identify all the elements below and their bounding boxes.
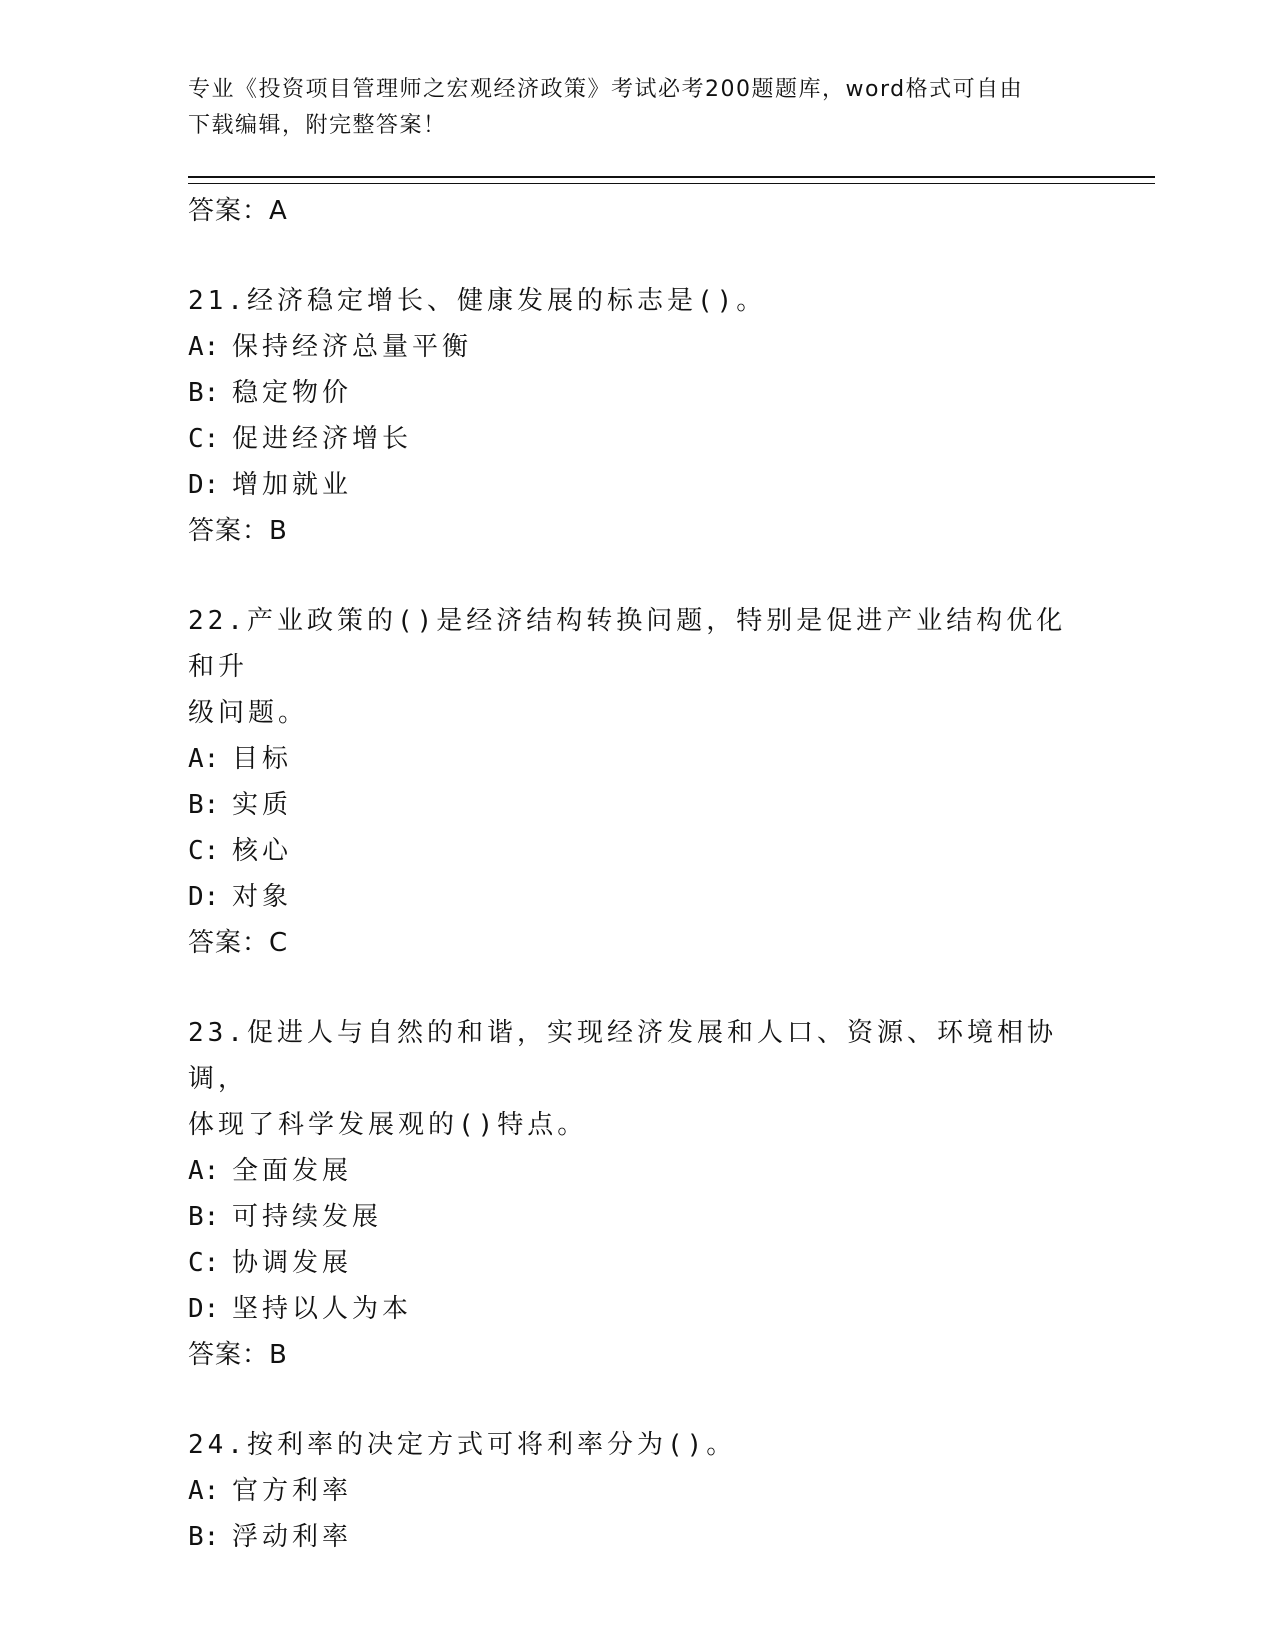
option-letter: A: (188, 744, 220, 774)
option-b (188, 370, 1088, 416)
option-letter: A: (188, 1156, 220, 1186)
option-letter: C: (188, 424, 220, 454)
option-text: 增加就业 (232, 470, 353, 500)
answer-line (188, 920, 1088, 966)
answer-line (188, 188, 1088, 234)
option-text: 实质 (232, 790, 293, 820)
option-b (188, 1514, 1088, 1560)
option-d (188, 874, 1088, 920)
answer-value: A (269, 196, 288, 226)
option-text: 浮动利率 (232, 1522, 353, 1552)
question-list (188, 188, 1088, 1560)
question-text-line-1: 23.促进人与自然的和谐，实现经济发展和人口、资源、环境相协调， (188, 1018, 1057, 1094)
option-a (188, 324, 1088, 370)
option-text: 目标 (232, 744, 293, 774)
document-header (188, 72, 1088, 144)
question-22 (188, 598, 1088, 966)
option-a (188, 736, 1088, 782)
question-24 (188, 1422, 1088, 1560)
option-b (188, 782, 1088, 828)
question-text: 21.经济稳定增长、健康发展的标志是()。 (188, 286, 767, 316)
option-letter: C: (188, 836, 220, 866)
option-text: 对象 (232, 882, 293, 912)
answer-label: 答案： (188, 196, 270, 226)
answer-line (188, 1332, 1088, 1378)
option-c (188, 828, 1088, 874)
option-letter: D: (188, 882, 220, 912)
option-text: 协调发展 (232, 1248, 353, 1278)
header-line-1: 专业《投资项目管理师之宏观经济政策》考试必考200题题库，word格式可自由 (188, 77, 1024, 102)
answer-value: B (269, 516, 288, 546)
question-text-line-1: 22.产业政策的()是经济结构转换问题，特别是促进产业结构优化和升 (188, 606, 1067, 682)
option-letter: A: (188, 332, 220, 362)
option-letter: B: (188, 1522, 220, 1552)
question-text-line-2: 体现了科学发展观的()特点。 (188, 1110, 588, 1140)
option-letter: B: (188, 790, 220, 820)
question-23 (188, 1010, 1088, 1378)
question-text-line-2: 级问题。 (188, 698, 309, 728)
answer-label: 答案： (188, 516, 270, 546)
option-letter: D: (188, 1294, 220, 1324)
answer-value: B (269, 1340, 288, 1370)
option-a (188, 1148, 1088, 1194)
option-text: 保持经济总量平衡 (232, 332, 473, 362)
header-divider-thin (188, 183, 1155, 184)
option-d (188, 462, 1088, 508)
option-c (188, 416, 1088, 462)
option-letter: A: (188, 1476, 220, 1506)
option-c (188, 1240, 1088, 1286)
option-text: 稳定物价 (232, 378, 353, 408)
answer-line (188, 508, 1088, 554)
option-text: 官方利率 (232, 1476, 353, 1506)
option-letter: D: (188, 470, 220, 500)
option-text: 全面发展 (232, 1156, 353, 1186)
answer-label: 答案： (188, 928, 270, 958)
header-line-2: 下载编辑，附完整答案！ (188, 113, 447, 138)
answer-value: C (269, 928, 289, 958)
header-divider-thick (188, 176, 1155, 178)
option-text: 促进经济增长 (232, 424, 413, 454)
option-b (188, 1194, 1088, 1240)
option-text: 可持续发展 (232, 1202, 383, 1232)
option-letter: B: (188, 1202, 220, 1232)
option-letter: B: (188, 378, 220, 408)
option-d (188, 1286, 1088, 1332)
option-a (188, 1468, 1088, 1514)
option-letter: C: (188, 1248, 220, 1278)
option-text: 坚持以人为本 (232, 1294, 413, 1324)
question-21 (188, 278, 1088, 554)
option-text: 核心 (232, 836, 293, 866)
question-text: 24.按利率的决定方式可将利率分为()。 (188, 1430, 737, 1460)
answer-label: 答案： (188, 1340, 270, 1370)
